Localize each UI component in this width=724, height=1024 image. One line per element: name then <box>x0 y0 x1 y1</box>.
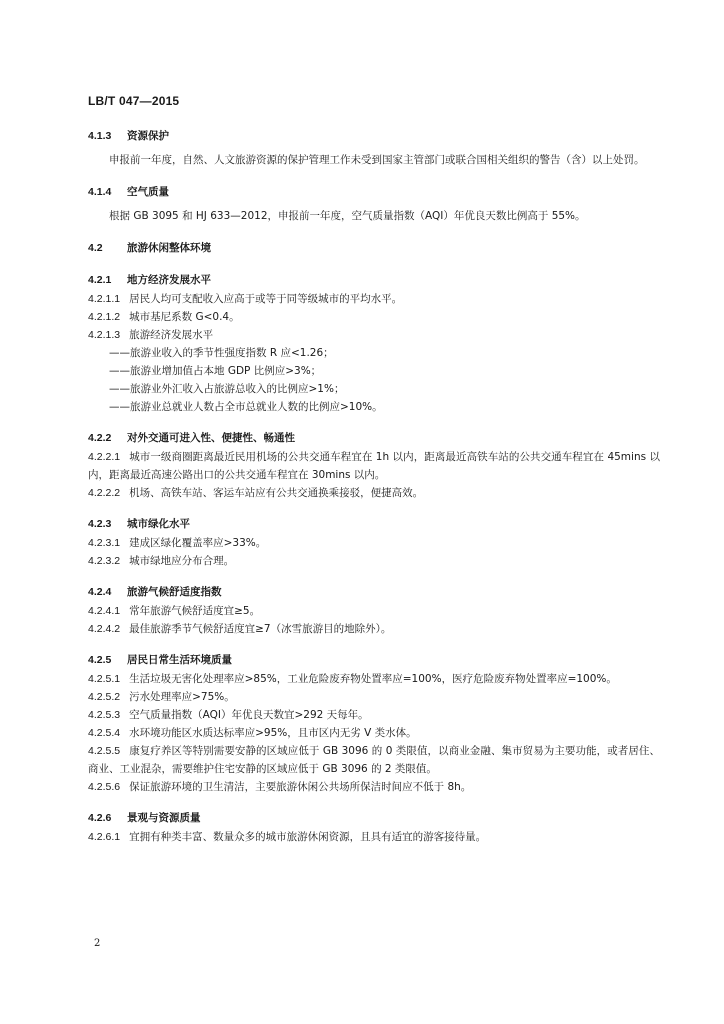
dash-list-item: ——旅游业收入的季节性强度指数 R 应<1.26； <box>109 347 334 359</box>
section-number: 4.2.4 <box>88 586 112 598</box>
section-title: 城市绿化水平 <box>127 518 190 530</box>
clause-text: 旅游经济发展水平 <box>129 329 214 341</box>
clause-text: 康复疗养区等特别需要安静的区域应低于 GB 3096 的 0 类限值，以商业金融、集市贸易为主要功能，或者居住、商业、工业混杂，需要维护住宅安静的区域应低于 GB 3096 的 2 类限值。 <box>88 745 660 775</box>
section-number: 4.2 <box>88 242 103 254</box>
clause-item <box>88 706 660 724</box>
clause-number: 4.2.4.2 <box>88 623 121 635</box>
section-4-1-3-heading <box>88 126 660 146</box>
clause-text: 城市一级商圈距离最近民用机场的公共交通车程宜在 1h 以内，距离最近高铁车站的公共交通车程宜在 45mins 以内，距离最近高速公路出口的公共交通车程宜在 30mins 以内。 <box>88 451 660 481</box>
page-number: 2 <box>94 938 101 949</box>
section-title: 空气质量 <box>127 186 169 198</box>
section-4-2-4-heading <box>88 582 660 602</box>
clause-text: 生活垃圾无害化处理率应>85%，工业危险废弃物处置率应=100%，医疗危险废弃物处置率应=100%。 <box>129 673 617 685</box>
clause-text: 污水处理率应>75%。 <box>129 691 235 703</box>
section-title: 旅游休闲整体环境 <box>127 242 211 254</box>
clause-number: 4.2.4.1 <box>88 605 121 617</box>
section-4-1-3-paragraph: 申报前一年度，自然、人文旅游资源的保护管理工作未受到国家主管部门或联合国相关组织的警告（含）以上处罚。 <box>109 154 645 166</box>
section-number: 4.2.1 <box>88 274 112 286</box>
clause-item <box>88 688 660 706</box>
section-number: 4.2.6 <box>88 812 112 824</box>
clause-number: 4.2.5.5 <box>88 745 121 757</box>
clause-item <box>88 742 660 778</box>
section-number: 4.2.5 <box>88 654 112 666</box>
clause-text: 保证旅游环境的卫生清洁，主要旅游休闲公共场所保洁时间应不低于 8h。 <box>129 781 472 793</box>
clause-item <box>88 620 660 638</box>
clause-text: 建成区绿化覆盖率应>33%。 <box>129 537 267 549</box>
clause-text: 居民人均可支配收入应高于或等于同等级城市的平均水平。 <box>129 293 403 305</box>
clause-number: 4.2.5.3 <box>88 709 121 721</box>
section-title: 旅游气候舒适度指数 <box>127 586 222 598</box>
clause-number: 4.2.2.1 <box>88 451 121 463</box>
clause-text: 常年旅游气候舒适度宜≥5。 <box>129 605 261 617</box>
section-4-2-6-heading <box>88 808 660 828</box>
section-title: 资源保护 <box>127 130 169 142</box>
section-title: 对外交通可进入性、便捷性、畅通性 <box>127 432 295 444</box>
clause-item <box>88 484 660 502</box>
section-number: 4.1.3 <box>88 130 112 142</box>
section-4-2-3-heading <box>88 514 660 534</box>
clause-item <box>88 308 660 326</box>
clause-item <box>88 326 660 344</box>
clause-item <box>88 602 660 620</box>
document-body <box>88 120 660 846</box>
section-title: 居民日常生活环境质量 <box>127 654 232 666</box>
clause-number: 4.2.1.3 <box>88 329 121 341</box>
clause-item <box>88 724 660 742</box>
clause-item <box>88 828 660 846</box>
clause-item <box>88 534 660 552</box>
section-4-2-heading <box>88 238 660 258</box>
clause-item <box>88 290 660 308</box>
clause-text: 最佳旅游季节气候舒适度宜≥7（冰雪旅游目的地除外）。 <box>129 623 392 635</box>
clause-number: 4.2.5.1 <box>88 673 121 685</box>
clause-text: 机场、高铁车站、客运车站应有公共交通换乘接驳，便捷高效。 <box>129 487 424 499</box>
clause-item <box>88 552 660 570</box>
clause-number: 4.2.6.1 <box>88 831 121 843</box>
standard-code-header: LB/T 047—2015 <box>88 94 180 108</box>
section-4-2-1-heading <box>88 270 660 290</box>
section-4-1-4-heading <box>88 182 660 202</box>
clause-text: 宜拥有种类丰富、数量众多的城市旅游休闲资源，且具有适宜的游客接待量。 <box>129 831 487 843</box>
section-number: 4.2.2 <box>88 432 112 444</box>
section-number: 4.1.4 <box>88 186 112 198</box>
section-4-2-2-heading <box>88 428 660 448</box>
clause-number: 4.2.2.2 <box>88 487 121 499</box>
clause-number: 4.2.1.2 <box>88 311 121 323</box>
clause-number: 4.2.3.1 <box>88 537 121 549</box>
section-number: 4.2.3 <box>88 518 112 530</box>
clause-number: 4.2.5.2 <box>88 691 121 703</box>
clause-text: 城市基尼系数 G<0.4。 <box>129 311 240 323</box>
section-title: 景观与资源质量 <box>127 812 201 824</box>
section-4-1-4-paragraph: 根据 GB 3095 和 HJ 633—2012，申报前一年度，空气质量指数（AQI）年优良天数比例高于 55%。 <box>109 210 586 222</box>
dash-list-item: ——旅游业总就业人数占全市总就业人数的比例应>10%。 <box>109 401 383 413</box>
clause-item <box>88 670 660 688</box>
clause-item <box>88 778 660 796</box>
clause-number: 4.2.5.6 <box>88 781 121 793</box>
section-title: 地方经济发展水平 <box>127 274 211 286</box>
dash-list-item: ——旅游业增加值占本地 GDP 比例应>3%； <box>109 365 322 377</box>
clause-number: 4.2.3.2 <box>88 555 121 567</box>
clause-text: 城市绿地应分布合理。 <box>129 555 235 567</box>
clause-text: 空气质量指数（AQI）年优良天数宜>292 天每年。 <box>129 709 369 721</box>
clause-item <box>88 448 660 484</box>
section-4-2-5-heading <box>88 650 660 670</box>
clause-number: 4.2.1.1 <box>88 293 121 305</box>
clause-number: 4.2.5.4 <box>88 727 121 739</box>
dash-list-item: ——旅游业外汇收入占旅游总收入的比例应>1%； <box>109 383 345 395</box>
clause-text: 水环境功能区水质达标率应>95%，且市区内无劣 V 类水体。 <box>129 727 417 739</box>
